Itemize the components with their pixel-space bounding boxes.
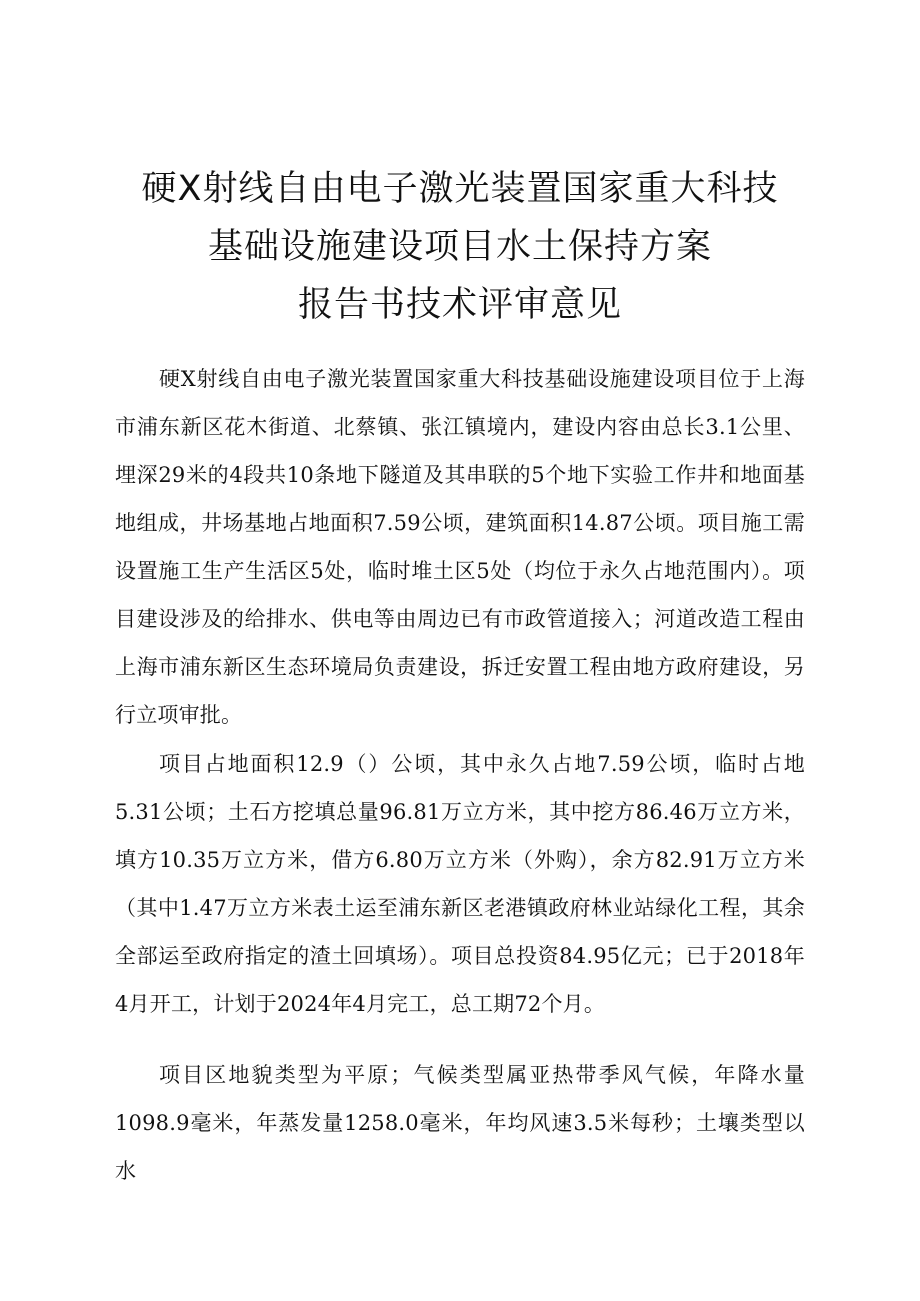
paragraph-text: 项目区地貌类型为平原；气候类型属亚热带季风气候，年降水量1098.9毫米，年蒸发量1258.0毫米，年均风速3.5米每秒；土壤类型以水 [115,1063,805,1183]
paragraph-project-overview [115,355,805,739]
paragraph-natural-conditions [115,1051,805,1195]
paragraph-land-and-earthwork [115,740,805,1028]
document-title [0,160,920,334]
title-line-2: 基础设施建设项目水土保持方案 [207,227,712,267]
title-line-3: 报告书技术评审意见 [297,285,622,325]
paragraph-text: 硬X射线自由电子激光装置国家重大科技基础设施建设项目位于上海市浦东新区花木街道、北蔡镇、张江镇境内，建设内容由总长3.1公里、埋深29米的4段共10条地下隧道及其串联的5个地下实验工作井和地面基地组成，井场基地占地面积7.59公顷，建筑面积14.87公顷。项目施工需设置施工生产生活区5处，临时堆土区5处（均位于永久占地范围内）。项目建设涉及的给排水、供电等由周边已有市政管道接入；河道改造工程由上海市浦东新区生态环境局负责建设，拆迁安置工程由地方政府建设，另行立项审批。 [115,367,805,727]
title-line-1: 硬X射线自由电子激光装置国家重大科技 [141,169,779,209]
paragraph-text: 项目占地面积12.9（）公顷，其中永久占地7.59公顷，临时占地5.31公顷；土石方挖填总量96.81万立方米，其中挖方86.46万立方米，填方10.35万立方米，借方6.80万立方米（外购），余方82.91万立方米（其中1.47万立方米表土运至浦东新区老港镇政府林业站绿化工程，其余全部运至政府指定的渣土回填场）。项目总投资84.95亿元；已于2018年4月开工，计划于2024年4月完工，总工期72个月。 [115,752,805,1016]
